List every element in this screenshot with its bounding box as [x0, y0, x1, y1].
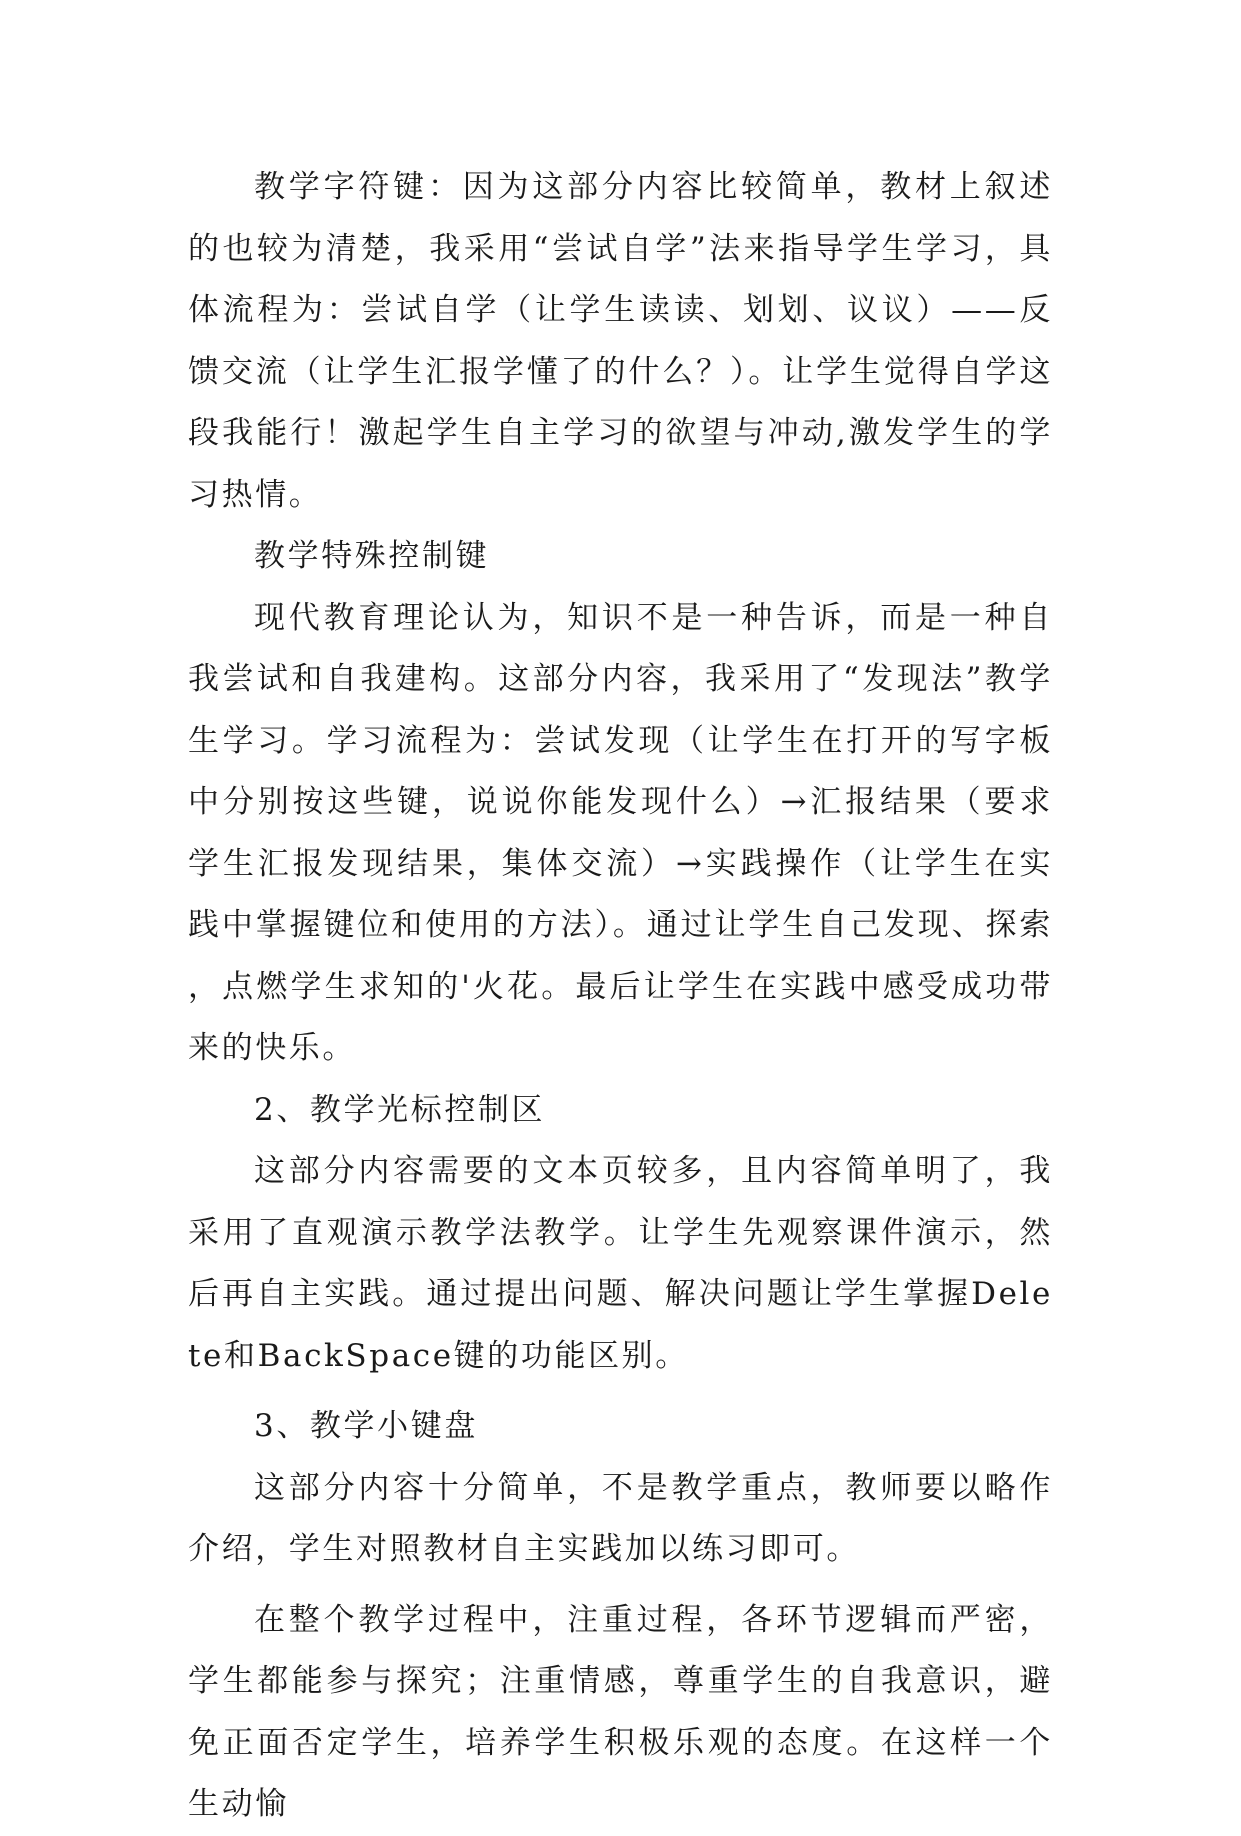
paragraph-character-keys: 教学字符键：因为这部分内容比较简单，教材上叙述的也较为清楚，我采用“尝试自学”法来指导学生学习，具体流程为：尝试自学（让学生读读、划划、议议）——反馈交流（让学生汇报学懂了的什么？）。让学生觉得自学这段我能行！激起学生自主学习的欲望与冲动,激发学生的学习热情。 [188, 169, 1053, 513]
paragraph-cursor-control: 这部分内容需要的文本页较多，且内容简单明了，我采用了直观演示教学法教学。让学生先观察课件演示，然后再自主实践。通过提出问题、解决问题让学生掌握Delete和BackSpace键的功能区别。 [188, 1153, 1053, 1374]
paragraph-discovery-method: 现代教育理论认为，知识不是一种告诉，而是一种自我尝试和自我建构。这部分内容，我采用了“发现法”教学生学习。学习流程为：尝试发现（让学生在打开的写字板中分别按这些键，说说你能发现什么）→汇报结果（要求学生汇报发现结果，集体交流）→实践操作（让学生在实践中掌握键位和使用的方法）。通过让学生自己发现、探索，点燃学生求知的'火花。最后让学生在实践中感受成功带来的快乐。 [188, 599, 1053, 1066]
paragraph-teaching-summary: 在整个教学过程中，注重过程，各环节逻辑而严密，学生都能参与探究；注重情感，尊重学生的自我意识，避免正面否定学生，培养学生积极乐观的态度。在这样一个生动愉 [188, 1601, 1053, 1822]
paragraph-numeric-keypad: 这部分内容十分简单，不是教学重点，教师要以略作介绍，学生对照教材自主实践加以练习即可。 [188, 1469, 1053, 1567]
heading-numeric-keypad: 3、教学小键盘 [254, 1408, 478, 1444]
heading-cursor-control-area: 2、教学光标控制区 [254, 1091, 546, 1128]
heading-special-control-keys: 教学特殊控制键 [254, 538, 490, 574]
document-body [188, 157, 1053, 1836]
